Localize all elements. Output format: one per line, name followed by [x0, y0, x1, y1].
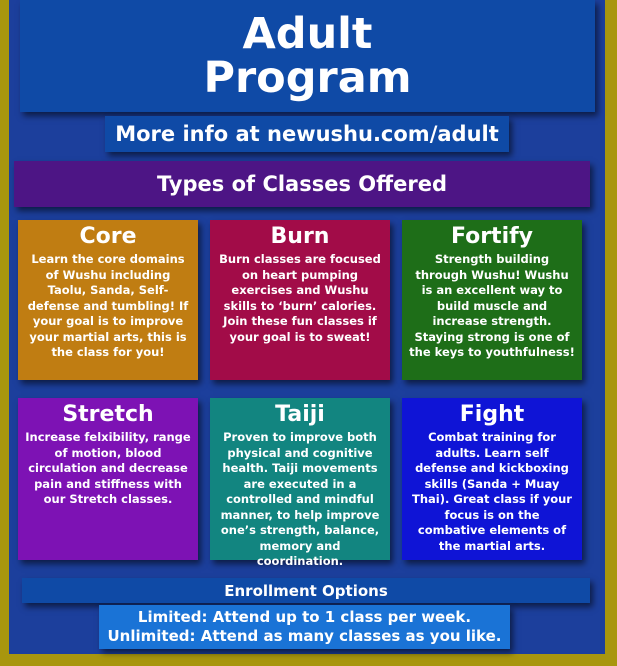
class-card-taiji [210, 398, 390, 568]
info-link[interactable]: More info at newushu.com/adult [105, 116, 509, 152]
card-title: Taiji [275, 402, 325, 427]
class-card-fight [402, 398, 582, 560]
enrollment-options [99, 605, 510, 649]
types-heading: Types of Classes Offered [14, 161, 590, 207]
enrollment-heading: Enrollment Options [22, 578, 590, 603]
card-title: Fortify [450, 224, 534, 249]
card-description: Increase felxibility, range of motion, blood circulation and decrease pain and stiffness with our Stretch classes. [25, 430, 191, 506]
title-line-2: Program [203, 53, 412, 103]
class-card-burn [210, 220, 390, 380]
class-card-stretch [18, 398, 198, 560]
card-description: Proven to improve both physical and cognitive health. Taiji movements are executed in a controlled and mindful manner, to help improve one’s strength, balance, memory and coordination. [220, 430, 380, 568]
card-description: Burn classes are focused on heart pumping exercises and Wushu skills to ‘burn’ calories. Join these fun classes if your goal is to sweat! [219, 252, 381, 344]
card-description: Learn the core domains of Wushu including Taolu, Sanda, Self-defense and tumbling! If your goal is to improve your martial arts, this is the class for you! [27, 252, 189, 359]
card-title: Fight [459, 402, 525, 427]
card-title: Stretch [62, 402, 154, 427]
card-description: Strength building through Wushu! Wushu is an excellent way to build muscle and increase strength. Staying strong is one of the keys to youthfulness! [409, 252, 575, 359]
card-title: Burn [270, 224, 330, 249]
card-description: Combat training for adults. Learn self defense and kickboxing skills (Sanda + Muay Thai). Great class if your focus is on the combative elements of the martial arts. [412, 430, 572, 553]
enrollment-limited: Limited: Attend up to 1 class per week. [137, 608, 472, 626]
class-card-core [18, 220, 198, 380]
title-line-1: Adult [242, 9, 373, 59]
page-title [20, 0, 595, 112]
card-title: Core [79, 224, 137, 249]
class-card-fortify [402, 220, 582, 380]
enrollment-unlimited: Unlimited: Attend as many classes as you like. [107, 627, 502, 645]
